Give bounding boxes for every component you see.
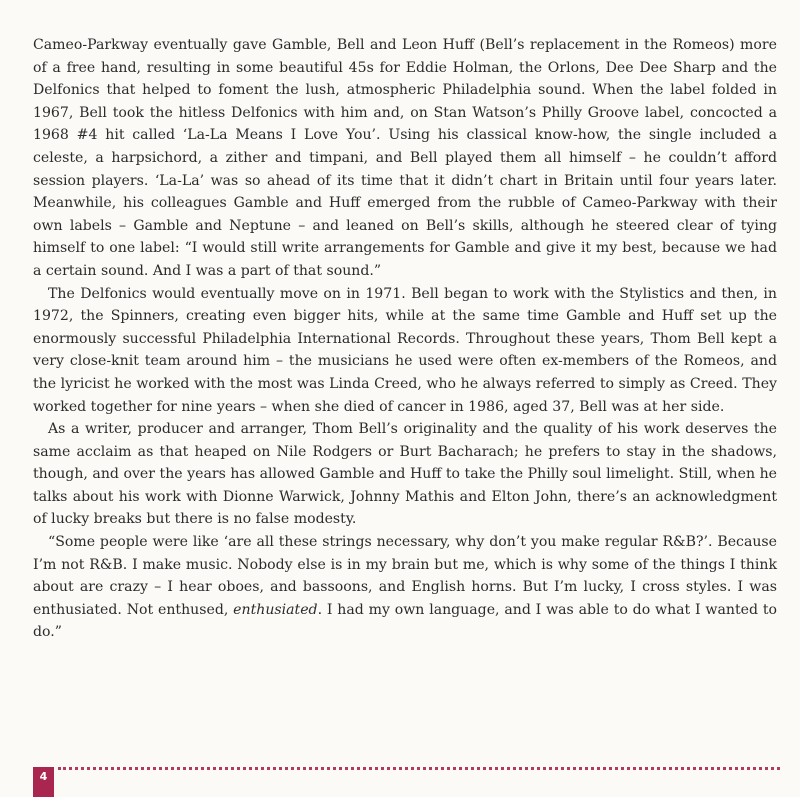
paragraph-1	[33, 34, 777, 283]
footer-dotted-divider	[58, 767, 780, 770]
paragraph-4-emphasis: enthusiated	[233, 601, 318, 618]
page-number: 4	[39, 770, 48, 783]
paragraph-3-text: As a writer, producer and arranger, Thom Bell’s originality and the quality of his work deserves the same acclaim as that heaped on Nile Rodgers or Burt Bacharach; he prefers to stay in the shadows, though, and over the years has allowed Gamble and Huff to take the Philly soul limelight. Still, when he talks about his work with Dionne Warwick, Johnny Mathis and Elton John, there’s an acknowledgment of lucky breaks but there is no false modesty.	[33, 421, 777, 528]
paragraph-2-text: The Delfonics would eventually move on in 1971. Bell began to work with the Stylistics and then, in 1972, the Spinners, creating even bigger hits, while at the same time Gamble and Huff set up the enormously successful Philadelphia International Records. Throughout these years, Thom Bell kept a very close-knit team around him – the musicians he used were often ex-members of the Romeos, and the lyricist he worked with the most was Linda Creed, who he always referred to simply as Creed. They worked together for nine years – when she died of cancer in 1986, aged 37, Bell was at her side.	[33, 285, 777, 415]
article-body	[33, 34, 777, 644]
paragraph-2	[33, 283, 777, 419]
paragraph-4-text-b: . I had my own language, and I was able to do what I wanted to do.”	[33, 601, 777, 641]
paragraph-3	[33, 418, 777, 531]
page-footer	[33, 767, 780, 797]
paragraph-1-text: Cameo-Parkway eventually gave Gamble, Bell and Leon Huff (Bell’s replacement in the Romeos) more of a free hand, resulting in some beautiful 45s for Eddie Holman, the Orlons, Dee Dee Sharp and the Delfonics that helped to foment the lush, atmospheric Philadelphia sound. When the label folded in 1967, Bell took the hitless Delfonics with him and, on Stan Watson’s Philly Groove label, concocted a 1968 #4 hit called ‘La-La Means I Love You’. Using his classical know-how, the single included a celeste, a harpsichord, a zither and timpani, and Bell played them all himself – he couldn’t afford session players. ‘La-La’ was so ahead of its time that it didn’t chart in Britain until four years later. Meanwhile, his colleagues Gamble and Huff emerged from the rubble of Cameo-Parkway with their own labels – Gamble and Neptune – and leaned on Bell’s skills, although he steered clear of tying himself to one label: “I would still write arrangements for Gamble and give it my best, because we had a certain sound. And I was a part of that sound.”	[33, 37, 777, 279]
paragraph-4-quote	[33, 531, 777, 644]
page-number-badge	[33, 767, 54, 797]
paragraph-4-text-a: “Some people were like ‘are all these strings necessary, why don’t you make regular R&B?’. Because I’m not R&B. I make music. Nobody else is in my brain but me, which is why some of the things I think about are crazy – I hear oboes, and bassoons, and English horns. But I’m lucky, I cross styles. I was enthusiated. Not enthused,	[33, 534, 777, 618]
